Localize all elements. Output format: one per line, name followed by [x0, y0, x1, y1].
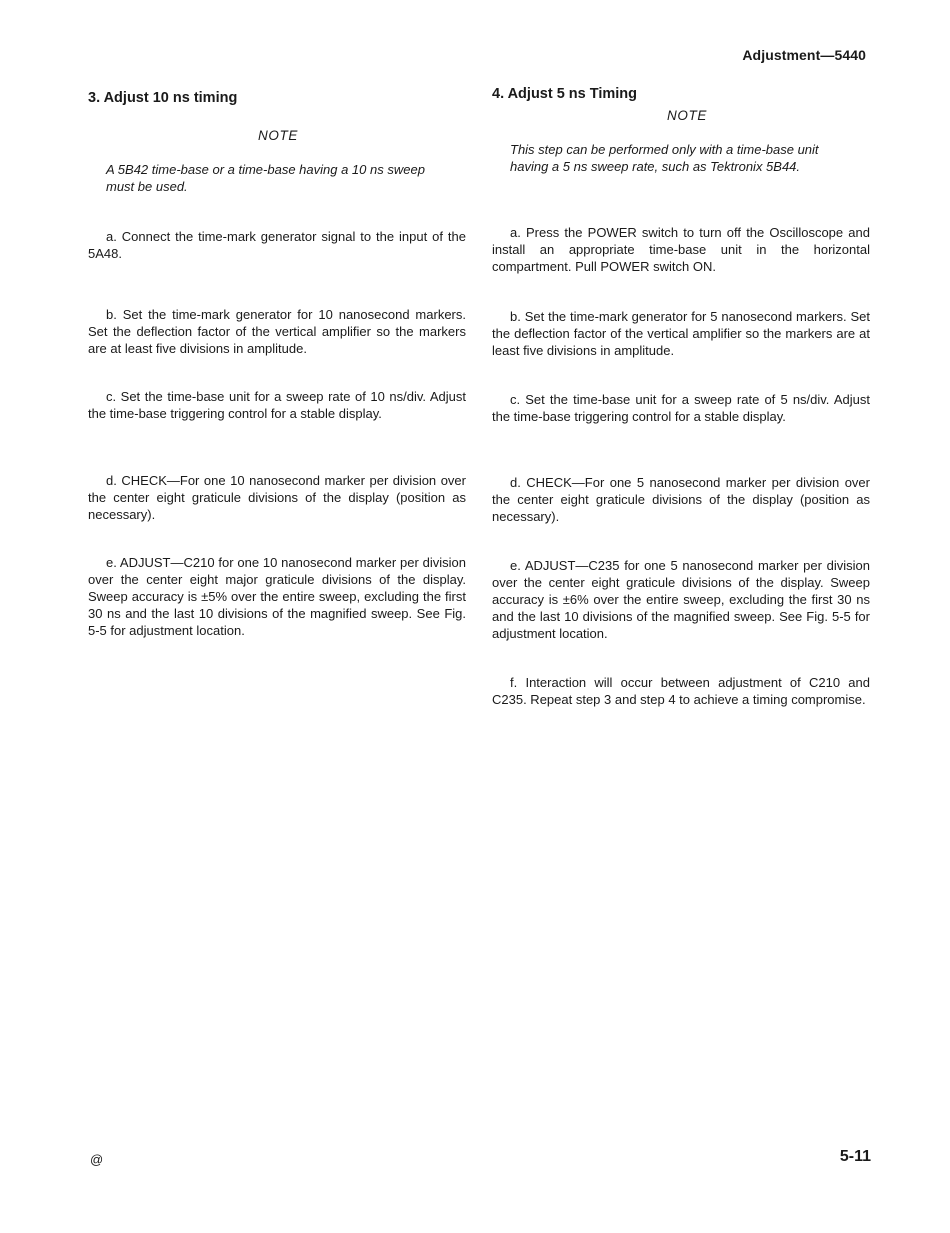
- section-4-heading: 4. Adjust 5 ns Timing: [492, 86, 638, 102]
- section-3-step-e: e. ADJUST—C210 for one 10 nanosecond marker per division over the center eight major graticule divisions of the display. Sweep accuracy is ±5% over the entire sweep, excluding the first 30 ns and the last 10 divisions of the magnified sweep. See Fig. 5-5 for adjustment location.: [88, 555, 466, 638]
- running-header: Adjustment—5440: [742, 47, 866, 63]
- section-4-step-b: b. Set the time-mark generator for 5 nanosecond markers. Set the deflection factor of the vertical amplifier so the markers are at least five divisions in amplitude.: [492, 309, 870, 358]
- section-4-step-c: c. Set the time-base unit for a sweep rate of 5 ns/div. Adjust the time-base triggering control for a stable display.: [492, 392, 870, 424]
- section-4-step-f: f. Interaction will occur between adjustment of C210 and C235. Repeat step 3 and step 4 to achieve a timing compromise.: [492, 675, 870, 707]
- footer-symbol: @: [90, 1152, 104, 1167]
- section-3-note-text: A 5B42 time-base or a time-base having a 10 ns sweep must be used.: [106, 162, 425, 194]
- section-4-step-e: e. ADJUST—C235 for one 5 nanosecond marker per division over the center eight graticule divisions of the display. Sweep accuracy is ±6% over the entire sweep, excluding the first 30 ns and the last 10 divisions of the magnified sweep. See Fig. 5-5 for adjustment location.: [492, 558, 870, 641]
- section-3-step-a: a. Connect the time-mark generator signal to the input of the 5A48.: [88, 229, 466, 261]
- section-3-step-b: b. Set the time-mark generator for 10 nanosecond markers. Set the deflection factor of the vertical amplifier so the markers are at least five divisions in amplitude.: [88, 307, 466, 356]
- section-4-step-a: a. Press the POWER switch to turn off the Oscilloscope and install an appropriate time-base unit in the horizontal compartment. Pull POWER switch ON.: [492, 225, 870, 274]
- page-number: 5-11: [839, 1148, 871, 1165]
- section-4-note-label: NOTE: [667, 108, 707, 123]
- section-3-heading: 3. Adjust 10 ns timing: [88, 90, 238, 106]
- section-4-step-d: d. CHECK—For one 5 nanosecond marker per division over the center eight graticule divisions of the display (position as necessary).: [492, 475, 870, 524]
- section-3-step-c: c. Set the time-base unit for a sweep rate of 10 ns/div. Adjust the time-base triggering control for a stable display.: [88, 389, 466, 421]
- section-4-note-text: This step can be performed only with a time-base unit having a 5 ns sweep rate, such as Tektronix 5B44.: [510, 142, 819, 174]
- section-3-note-label: NOTE: [258, 128, 298, 143]
- section-3-step-d: d. CHECK—For one 10 nanosecond marker per division over the center eight graticule divisions of the display (position as necessary).: [88, 473, 466, 522]
